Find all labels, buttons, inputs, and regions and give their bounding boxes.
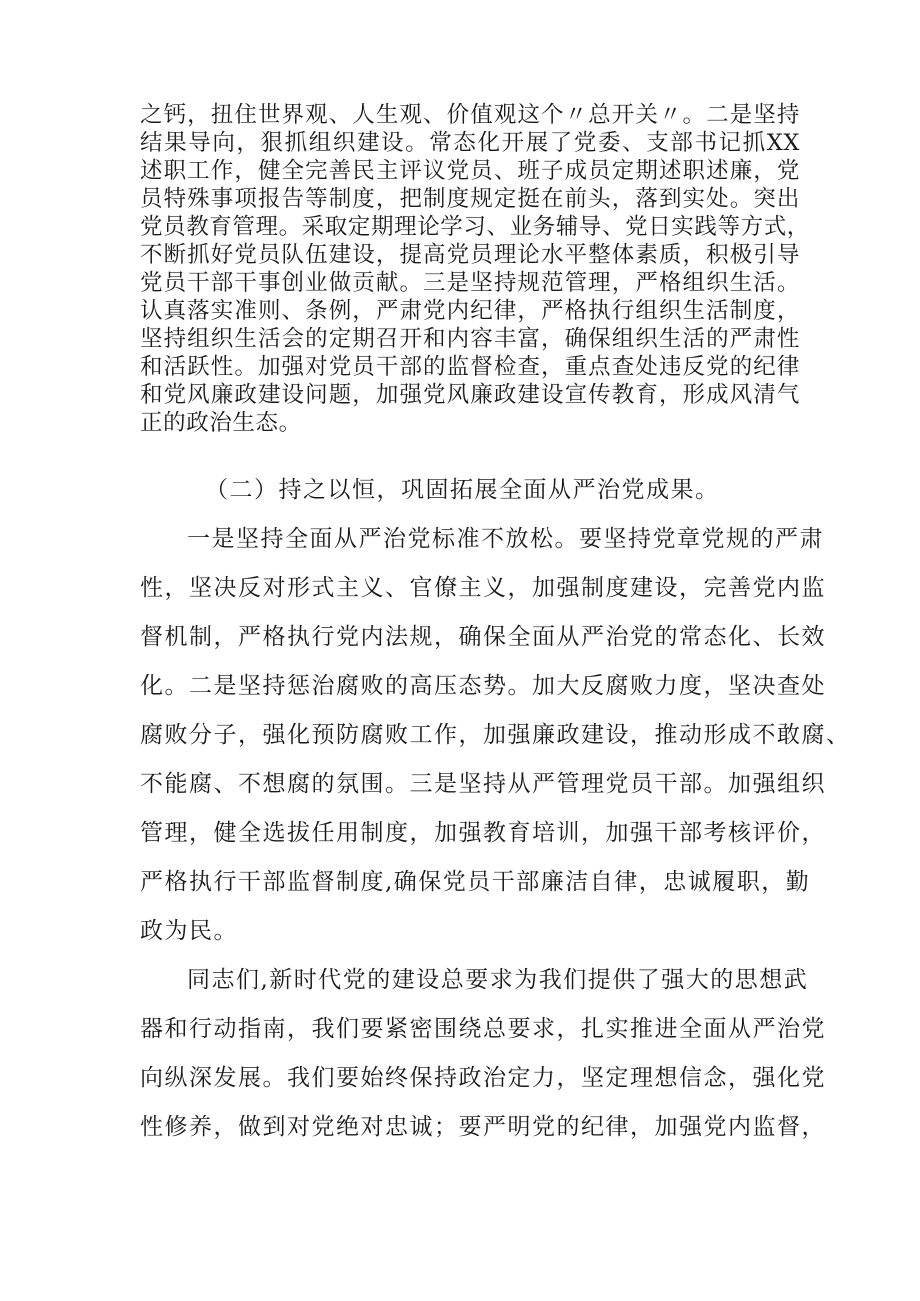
paragraph-line: 结果导向，狠抓组织建设。常态化开展了党委、支部书记抓XX xyxy=(140,130,800,156)
paragraph-line-first: 同志们,新时代党的建设总要求为我们提供了强大的思想武 xyxy=(187,967,809,993)
paragraph-line: 器和行动指南，我们要紧密围绕总要求，扎实推进全面从严治党 xyxy=(140,1016,826,1042)
paragraph-line-last: 政为民。 xyxy=(140,918,238,944)
paragraph-line: 性，坚决反对形式主义、官僚主义，加强制度建设，完善党内监 xyxy=(140,575,826,601)
paragraph-line: 之钙，扭住世界观、人生观、价值观这个〃总开关〃。二是坚持 xyxy=(140,102,800,128)
paragraph-line: 性修养，做到对党绝对忠诚；要严明党的纪律，加强党内监督， xyxy=(140,1114,826,1140)
paragraph-line: 督机制，严格执行党内法规，确保全面从严治党的常态化、长效 xyxy=(140,624,826,650)
paragraph-line: 不能腐、不想腐的氛围。三是坚持从严管理党员干部。加强组织 xyxy=(140,771,826,797)
paragraph-line: 党员干部干事创业做贡献。三是坚持规范管理，严格组织生活。 xyxy=(140,270,800,296)
paragraph-line: 向纵深发展。我们要始终保持政治定力，坚定理想信念，强化党 xyxy=(140,1065,826,1091)
paragraph-line-first: 一是坚持全面从严治党标准不放松。要坚持党章党规的严肃 xyxy=(187,526,824,552)
paragraph-line: 述职工作，健全完善民主评议党员、班子成员定期述职述廉，党 xyxy=(140,158,800,184)
paragraph-line: 坚持组织生活会的定期召开和内容丰富，确保组织生活的严肃性 xyxy=(140,326,800,352)
paragraph-line-last: 正的政治生态。 xyxy=(140,410,302,436)
paragraph-line: 和党风廉政建设问题，加强党风廉政建设宣传教育，形成风清气 xyxy=(140,382,800,408)
paragraph-line: 员特殊事项报告等制度，把制度规定挺在前头，落到实处。突出 xyxy=(140,186,800,212)
paragraph-line: 认真落实准则、条例，严肃党内纪律，严格执行组织生活制度， xyxy=(140,298,800,324)
paragraph-line: 党员教育管理。采取定期理论学习、业务辅导、党日实践等方式， xyxy=(140,214,810,240)
paragraph-line: 化。二是坚持惩治腐败的高压态势。加大反腐败力度，坚决查处 xyxy=(140,673,826,699)
paragraph-line: 管理，健全选拔任用制度，加强教育培训，加强干部考核评价， xyxy=(140,820,826,846)
paragraph-line: 腐败分子，强化预防腐败工作，加强廉政建设，推动形成不敢腐、 xyxy=(140,722,851,748)
paragraph-line: 和活跃性。加强对党员干部的监督检查，重点查处违反党的纪律 xyxy=(140,354,800,380)
section-heading: （二）持之以恒，巩固拓展全面从严治党成果。 xyxy=(205,477,720,503)
paragraph-line: 不断抓好党员队伍建设，提高党员理论水平整体素质，积极引导 xyxy=(140,242,800,268)
paragraph-line: 严格执行干部监督制度,确保党员干部廉洁自律，忠诚履职，勤 xyxy=(140,869,811,895)
